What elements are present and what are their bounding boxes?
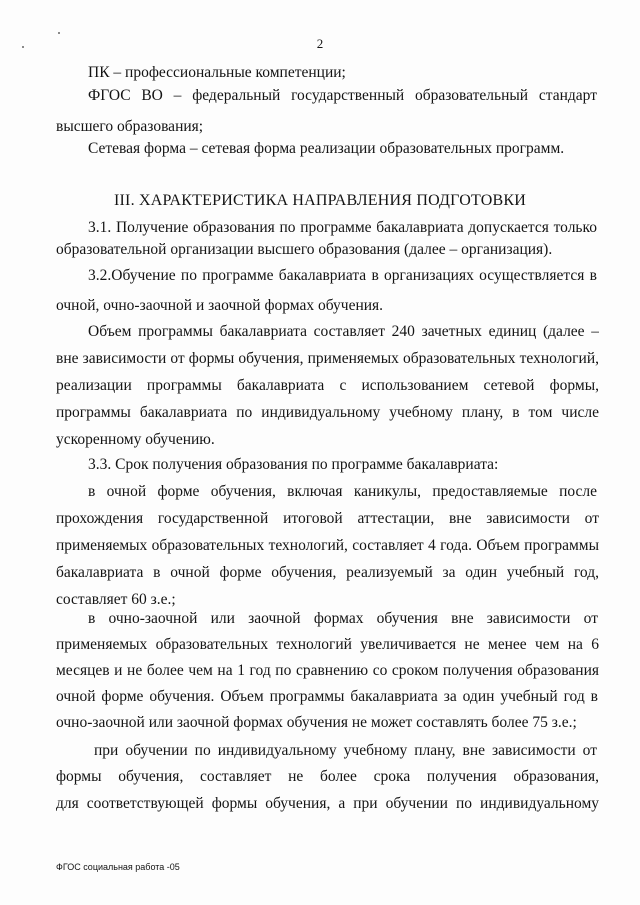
definition-fgos-line-1: ФГОС ВО – федеральный государственный образовательный стандарт [88,87,597,104]
paragraph-3-2-line-1: 3.2.Обучение по программе бакалавриата в организациях осуществляется в [88,267,597,284]
full-time-line-5: составляет 60 з.е.; [56,591,176,608]
full-time-line-4: бакалавриата в очной форме обучения, реализуемый за один учебный год, [56,564,599,581]
individual-plan-line-2: формы обучения, составляет не более срока получения образования, [56,768,599,785]
scan-dot [58,32,60,34]
paragraph-3-3-heading: 3.3. Срок получения образования по программе бакалавриата: [88,456,499,473]
part-time-line-5: очно-заочной или заочной формах обучения не может составлять более 75 з.е.; [56,714,577,731]
definition-pk: ПК – профессиональные компетенции; [88,64,346,81]
paragraph-3-1-line-2: образовательной организации высшего образования (далее – организация). [56,241,553,258]
part-time-line-2: применяемых образовательных технологий увеличивается не менее чем на 6 [56,636,599,653]
section-heading: III. ХАРАКТЕРИСТИКА НАПРАВЛЕНИЯ ПОДГОТОВКИ [114,192,526,209]
volume-paragraph-line-2: вне зависимости от формы обучения, применяемых образовательных технологий, [56,350,599,367]
definition-network-form: Сетевая форма – сетевая форма реализации образовательных программ. [88,140,565,157]
full-time-line-3: применяемых образовательных технологий, составляет 4 года. Объем программы [56,537,599,554]
paragraph-3-2-line-2: очной, очно-заочной и заочной формах обучения. [56,297,384,314]
volume-paragraph-line-3: реализации программы бакалавриата с использованием сетевой формы, [56,377,599,394]
part-time-line-4: очной форме обучения. Объем программы бакалавриата за один учебный год в [56,688,598,705]
volume-paragraph-line-4: программы бакалавриата по индивидуальному учебному плану, в том числе [56,404,599,421]
page-number: 2 [316,36,324,51]
part-time-line-3: месяцев и не более чем на 1 год по сравнению со сроком получения образования [56,662,599,679]
volume-paragraph-line-5: ускоренному обучению. [56,431,215,448]
individual-plan-line-1: при обучении по индивидуальному учебному плану, вне зависимости от [94,742,597,759]
individual-plan-line-3: для соответствующей формы обучения, а при обучении по индивидуальному [56,795,599,812]
volume-paragraph-line-1: Объем программы бакалавриата составляет 240 зачетных единиц (далее – [88,323,599,340]
paragraph-3-1-line-1: 3.1. Получение образования по программе бакалавриата допускается только [88,219,597,236]
full-time-line-2: прохождения государственной итоговой аттестации, вне зависимости от [56,510,599,527]
page-footer: ФГОС социальная работа -05 [56,862,180,872]
part-time-line-1: в очно-заочной или заочной формах обучения вне зависимости от [88,610,598,627]
full-time-line-1: в очной форме обучения, включая каникулы, предоставляемые после [88,483,597,500]
definition-fgos-line-2: высшего образования; [56,118,204,135]
